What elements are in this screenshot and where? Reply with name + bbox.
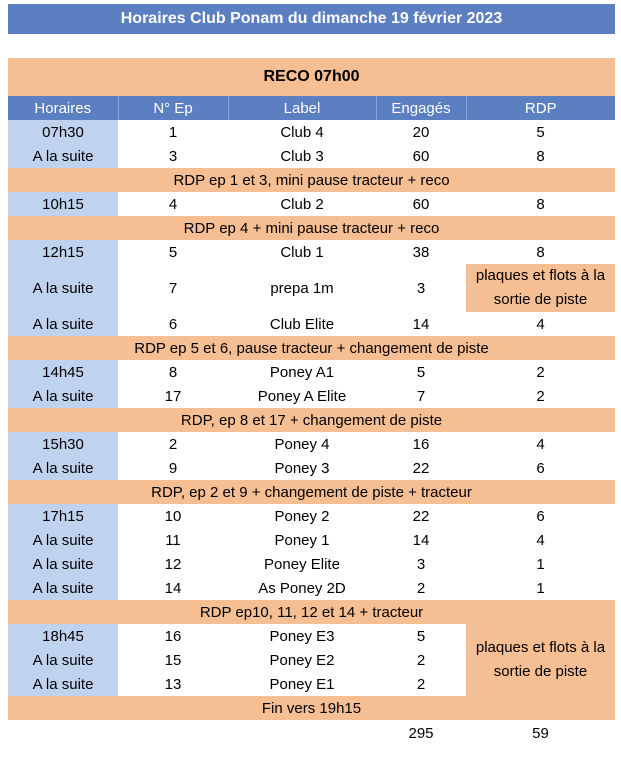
time-cell: A la suite bbox=[8, 312, 118, 336]
time-cell: A la suite bbox=[8, 576, 118, 600]
table-row bbox=[8, 240, 615, 264]
time-cell: A la suite bbox=[8, 264, 118, 312]
table-row bbox=[8, 384, 615, 408]
table-row bbox=[8, 576, 615, 600]
time-cell: 15h30 bbox=[8, 432, 118, 456]
episode-cell: 16 bbox=[164, 627, 182, 645]
empty-cell bbox=[8, 720, 118, 746]
episode-cell: 10 bbox=[164, 507, 182, 525]
schedule-table bbox=[8, 96, 615, 746]
label-cell: Poney A Elite bbox=[257, 387, 347, 405]
separator-text: RDP, ep 8 et 17 + changement de piste bbox=[8, 408, 615, 432]
totals-row bbox=[8, 720, 615, 746]
label-cell: Poney Elite bbox=[264, 555, 340, 573]
engages-cell: 3 bbox=[416, 555, 426, 573]
separator-text: RDP ep 1 et 3, mini pause tracteur + reco bbox=[8, 168, 615, 192]
rdp-cell: 8 bbox=[536, 195, 545, 213]
engages-cell: 16 bbox=[412, 435, 430, 453]
time-cell: A la suite bbox=[8, 456, 118, 480]
rdp-cell: 4 bbox=[536, 531, 545, 549]
rdp-cell: 6 bbox=[536, 507, 545, 525]
time-cell: 07h30 bbox=[8, 120, 118, 144]
episode-cell: 13 bbox=[164, 675, 182, 693]
engages-cell: 22 bbox=[412, 459, 430, 477]
separator-row bbox=[8, 168, 615, 192]
reco-banner: RECO 07h00 bbox=[8, 58, 615, 96]
time-cell: A la suite bbox=[8, 528, 118, 552]
rdp-cell: 2 bbox=[536, 387, 545, 405]
label-cell: Poney A1 bbox=[269, 363, 335, 381]
episode-cell: 12 bbox=[164, 555, 182, 573]
time-cell: A la suite bbox=[8, 552, 118, 576]
episode-cell: 17 bbox=[164, 387, 182, 405]
total-engages: 295 bbox=[408, 724, 434, 742]
col-header-rdp: RDP bbox=[466, 96, 615, 120]
schedule-title: Horaires Club Ponam du dimanche 19 février 2023 bbox=[8, 4, 615, 34]
episode-cell: 11 bbox=[165, 531, 181, 549]
table-row bbox=[8, 552, 615, 576]
rdp-cell: 5 bbox=[536, 123, 545, 141]
engages-cell: 5 bbox=[416, 627, 426, 645]
label-cell: Poney E2 bbox=[269, 651, 335, 669]
total-rdp: 59 bbox=[532, 724, 549, 742]
separator-text: RDP ep10, 11, 12 et 14 + tracteur bbox=[8, 600, 615, 624]
col-header-label: Label bbox=[228, 96, 376, 120]
episode-cell: 7 bbox=[168, 279, 178, 297]
episode-cell: 4 bbox=[168, 195, 178, 213]
label-cell: Poney 3 bbox=[274, 459, 330, 477]
time-cell: A la suite bbox=[8, 144, 118, 168]
rdp-cell: 1 bbox=[536, 555, 545, 573]
table-row bbox=[8, 192, 615, 216]
table-row bbox=[8, 432, 615, 456]
engages-cell: 3 bbox=[416, 279, 426, 297]
label-cell: Poney E3 bbox=[269, 627, 335, 645]
separator-text: RDP, ep 2 et 9 + changement de piste + tracteur bbox=[8, 480, 615, 504]
empty-cell bbox=[118, 720, 228, 746]
label-cell: Poney E1 bbox=[269, 675, 335, 693]
table-row bbox=[8, 144, 615, 168]
col-header-horaires: Horaires bbox=[8, 96, 118, 120]
label-cell: Poney 2 bbox=[274, 507, 330, 525]
rdp-cell: 4 bbox=[536, 315, 545, 333]
engages-cell: 22 bbox=[412, 507, 430, 525]
engages-cell: 5 bbox=[416, 363, 426, 381]
engages-cell: 20 bbox=[412, 123, 430, 141]
episode-cell: 5 bbox=[168, 243, 178, 261]
col-header-engages: Engagés bbox=[376, 96, 466, 120]
rdp-cell: 8 bbox=[536, 147, 545, 165]
episode-cell: 14 bbox=[164, 579, 182, 597]
table-row bbox=[8, 360, 615, 384]
engages-cell: 7 bbox=[416, 387, 426, 405]
rdp-cell: 1 bbox=[536, 579, 545, 597]
separator-text: RDP ep 4 + mini pause tracteur + reco bbox=[8, 216, 615, 240]
table-row bbox=[8, 312, 615, 336]
table-row bbox=[8, 264, 615, 312]
label-cell: Poney 4 bbox=[274, 435, 330, 453]
rdp-cell: 4 bbox=[536, 435, 545, 453]
table-row bbox=[8, 120, 615, 144]
rdp-cell: 6 bbox=[536, 459, 545, 477]
episode-cell: 1 bbox=[168, 123, 178, 141]
time-cell: 10h15 bbox=[8, 192, 118, 216]
separator-row bbox=[8, 408, 615, 432]
label-cell: Club 4 bbox=[280, 123, 324, 141]
episode-cell: 15 bbox=[164, 651, 182, 669]
label-cell: Club 1 bbox=[280, 243, 324, 261]
engages-cell: 14 bbox=[412, 531, 430, 549]
table-row bbox=[8, 624, 615, 648]
label-cell: prepa 1m bbox=[270, 279, 334, 297]
label-cell: Club 2 bbox=[280, 195, 324, 213]
separator-text: RDP ep 5 et 6, pause tracteur + changement de piste bbox=[8, 336, 615, 360]
separator-row bbox=[8, 600, 615, 624]
rdp-note-cell: plaques et flots à la sortie de piste bbox=[466, 264, 615, 312]
table-row bbox=[8, 504, 615, 528]
episode-cell: 3 bbox=[168, 147, 178, 165]
rdp-cell: 8 bbox=[536, 243, 545, 261]
separator-row bbox=[8, 480, 615, 504]
episode-cell: 9 bbox=[168, 459, 178, 477]
label-cell: Club Elite bbox=[269, 315, 335, 333]
rdp-cell: 2 bbox=[536, 363, 545, 381]
time-cell: 14h45 bbox=[8, 360, 118, 384]
table-row bbox=[8, 456, 615, 480]
engages-cell: 2 bbox=[416, 579, 426, 597]
time-cell: 18h45 bbox=[8, 624, 118, 648]
end-time-text: Fin vers 19h15 bbox=[8, 696, 615, 720]
rdp-note-cell: plaques et flots à la sortie de piste bbox=[466, 624, 615, 696]
engages-cell: 14 bbox=[412, 315, 430, 333]
episode-cell: 6 bbox=[168, 315, 178, 333]
time-cell: A la suite bbox=[8, 648, 118, 672]
separator-row bbox=[8, 336, 615, 360]
header-row bbox=[8, 96, 615, 120]
engages-cell: 2 bbox=[416, 675, 426, 693]
separator-row bbox=[8, 216, 615, 240]
engages-cell: 60 bbox=[412, 147, 430, 165]
engages-cell: 38 bbox=[412, 243, 430, 261]
engages-cell: 60 bbox=[412, 195, 430, 213]
engages-cell: 2 bbox=[416, 651, 426, 669]
table-row bbox=[8, 528, 615, 552]
end-row bbox=[8, 696, 615, 720]
episode-cell: 2 bbox=[168, 435, 178, 453]
label-cell: Club 3 bbox=[280, 147, 324, 165]
time-cell: 17h15 bbox=[8, 504, 118, 528]
empty-cell bbox=[228, 720, 376, 746]
label-cell: Poney 1 bbox=[274, 531, 330, 549]
time-cell: A la suite bbox=[8, 384, 118, 408]
label-cell: As Poney 2D bbox=[258, 579, 346, 597]
time-cell: 12h15 bbox=[8, 240, 118, 264]
time-cell: A la suite bbox=[8, 672, 118, 696]
episode-cell: 8 bbox=[168, 363, 178, 381]
col-header-ep: N° Ep bbox=[118, 96, 228, 120]
